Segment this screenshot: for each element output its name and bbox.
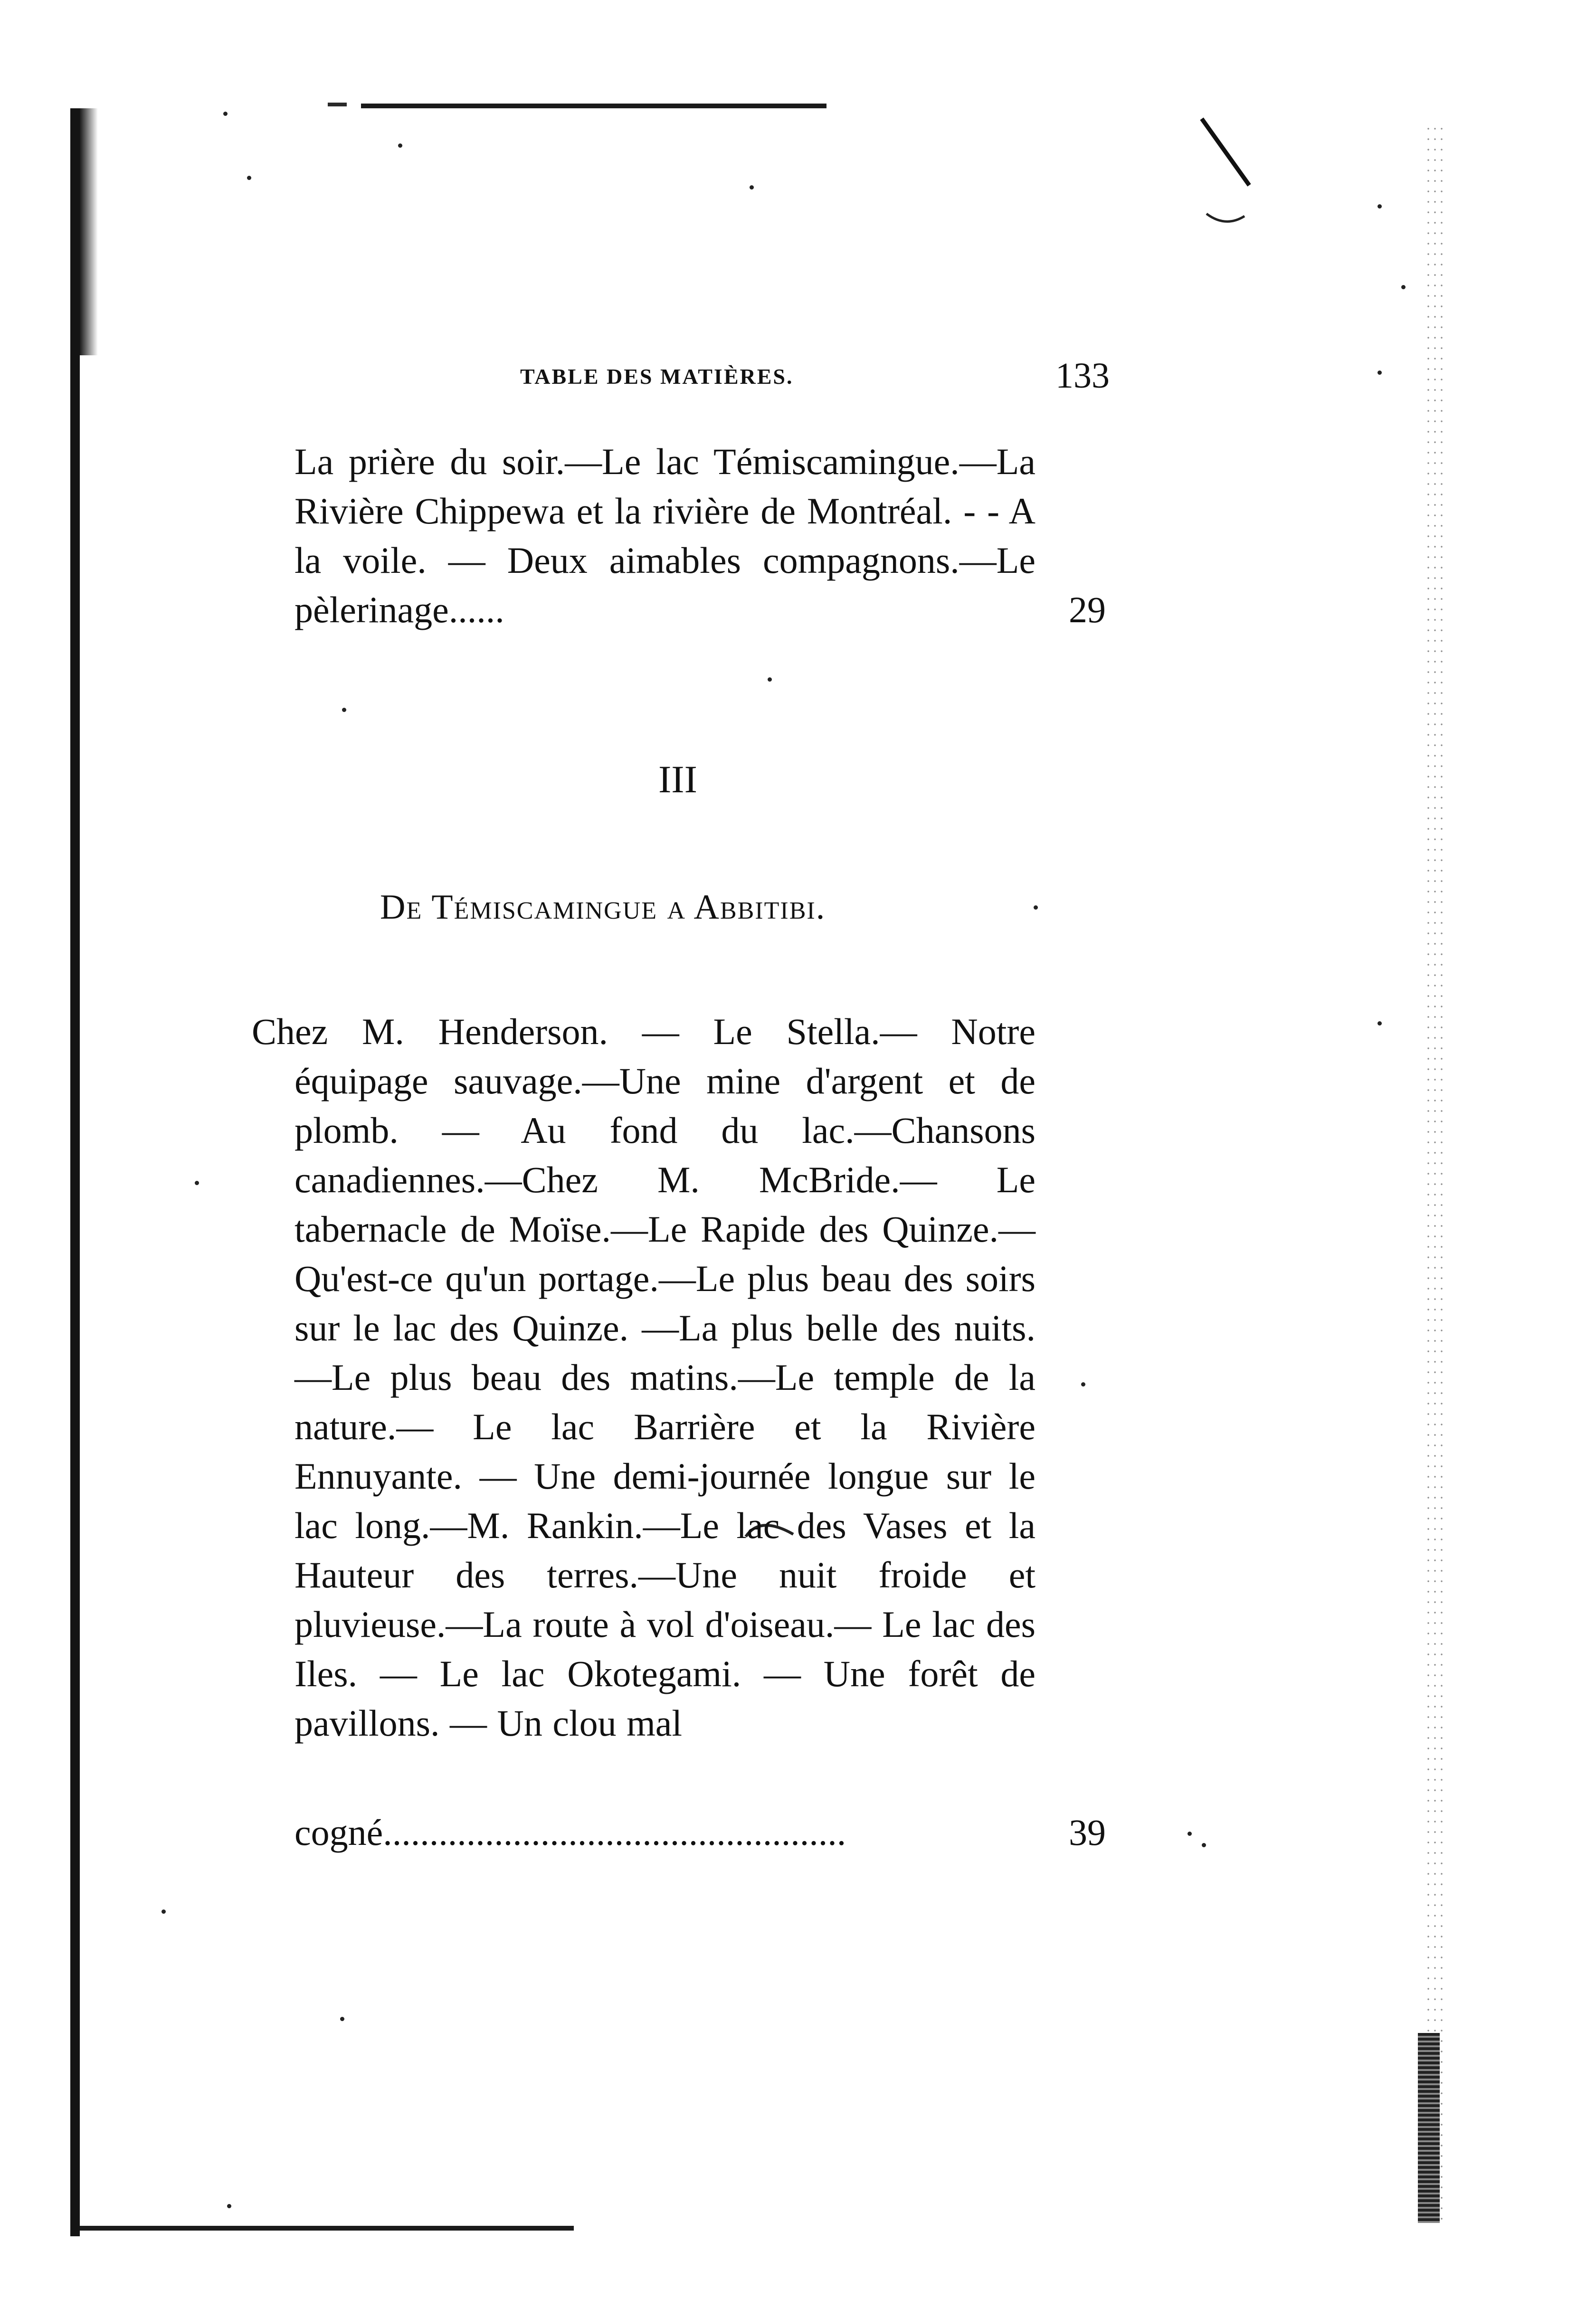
scan-speck: [162, 1909, 166, 1914]
scan-speck: [1378, 204, 1382, 209]
chapter-entry-text: Chez M. Henderson. — Le Stella.— Notre équipage sauvage.—Une mine d'argent et de plomb. — Au fond du lac.—Chansons canadiennes.—Chez M. McBride.— Le tabernacle de Moïse.—Le Rapide des Quinze.—Qu'est-ce qu'un portage.—Le plus beau des soirs sur le lac des Quinze. —La plus belle des nuits.—Le plus beau des matins.—Le temple de la nature.— Le lac Barrière et la Rivière Ennuyante. — Une demi-journée longue sur le lac long.—M. Rankin.—Le lac des Vases et la Hauteur des terres.—Une nuit froide et pluvieuse.—La route à vol d'oiseau.— Le lac des Iles. — Le lac Okotegami. — Une forêt de pavillons. — Un clou mal: [252, 1011, 1036, 1744]
right-edge-noise: [1425, 123, 1446, 2223]
toc-entry-page: 29: [1069, 589, 1106, 630]
top-edge-dash: [328, 103, 347, 106]
scan-speck: [1401, 285, 1406, 289]
chapter-entry-page: 39: [1069, 1812, 1106, 1853]
chapter-title: De Témiscamingue a Abbitibi.: [380, 888, 826, 927]
scan-speck: [1378, 370, 1382, 375]
right-edge-strip: [1418, 2033, 1440, 2223]
scan-speck: [750, 185, 754, 190]
scan-speck: [340, 2017, 344, 2021]
scan-speck: [1081, 1382, 1085, 1387]
scan-speck: [1378, 1021, 1382, 1026]
scan-speck: [1202, 1843, 1206, 1847]
scan-speck: [1034, 905, 1038, 910]
scan-speck: [223, 112, 228, 116]
bottom-edge-rule: [80, 2226, 574, 2231]
scan-speck: [195, 1181, 199, 1185]
binding-edge: [70, 108, 80, 2236]
scan-speck: [1188, 1832, 1192, 1836]
toc-entry-text: La prière du soir.—Le lac Témiscamingue.—La Rivière Chippewa et la rivière de Montréal. - - A la voile. — Deux aimables compagnons.—Le pèlerinage......: [294, 441, 1036, 630]
scan-speck: [398, 143, 402, 148]
chapter-entry: [252, 1007, 1036, 1748]
running-head-title: TABLE DES MATIÈRES.: [520, 364, 794, 389]
scan-speck: [247, 176, 251, 180]
scan-speck: [227, 2204, 231, 2208]
chapter-entry-last-line: cogné..................................................: [294, 1812, 846, 1853]
scan-speck: [768, 677, 772, 682]
page-number: 133: [1055, 356, 1110, 396]
top-edge-rule: [361, 104, 826, 108]
chapter-number: III: [658, 758, 697, 801]
binding-shadow: [80, 108, 98, 355]
scan-speck: [342, 708, 346, 712]
scan-mark-slash: [1197, 114, 1264, 237]
